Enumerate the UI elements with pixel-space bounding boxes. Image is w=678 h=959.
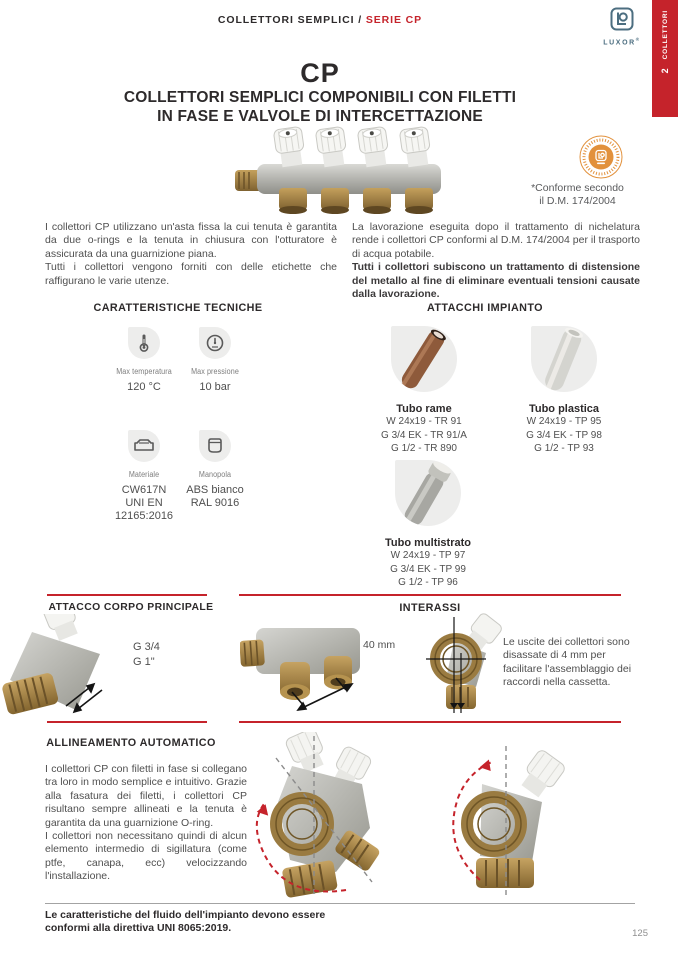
logo-wordmark: LUXOR® bbox=[603, 37, 641, 47]
tube-card-plastica: Tubo plastica W 24x19 - TP 95 G 3/4 EK - TP 98 G 1/2 - TP 93 bbox=[494, 326, 634, 456]
multilayer-tube-image bbox=[395, 460, 461, 526]
thermometer-icon bbox=[128, 327, 160, 359]
heading-allineamento: ALLINEAMENTO AUTOMATICO bbox=[46, 737, 216, 749]
breadcrumb bbox=[0, 14, 640, 26]
conformity-stamp-icon bbox=[579, 135, 623, 184]
spec-manopola: Manopola ABS bianco RAL 9016 bbox=[175, 430, 255, 510]
valve-knobs bbox=[273, 126, 432, 168]
heading-interassi: INTERASSI bbox=[399, 602, 461, 614]
breadcrumb-series: SERIE CP bbox=[365, 14, 423, 26]
material-ingot-icon bbox=[128, 430, 160, 462]
breadcrumb-section: COLLETTORI SEMPLICI / bbox=[217, 14, 366, 26]
manifold-product-photo bbox=[233, 126, 448, 223]
heading-attacchi-impianto: ATTACCHI IMPIANTO bbox=[427, 302, 543, 314]
divider-rule bbox=[239, 594, 621, 596]
copper-tube-image bbox=[391, 326, 457, 392]
footer-note: Le caratteristiche del fluido dell'impianto devono essere conformi alla direttiva UNI 8065:2019. bbox=[45, 909, 326, 934]
outlet-spacing-photo bbox=[240, 614, 362, 725]
intro-text-right: La lavorazione eseguita dopo il trattamento di nichelatura rende i collettori CP conformi al D.M. 174/2004 per il trasporto di acqua potabile. Tutti i collettori subiscono un trattamento di distensione del metallo al fine di eliminare eventuali tensioni causate dalla lavorazione. bbox=[352, 221, 640, 301]
interassi-description: Le uscite dei collettori sono disassate di 4 mm per facilitare l'assemblaggio dei raccordi nella cassetta. bbox=[503, 636, 632, 689]
chapter-number: 2 bbox=[660, 68, 670, 74]
page-subtitle: COLLETTORI SEMPLICI COMPONIBILI CON FILETTI IN FASE E VALVOLE DI INTERCETTAZIONE bbox=[123, 89, 517, 125]
luxor-logo bbox=[599, 7, 645, 46]
footer-rule bbox=[45, 903, 635, 904]
chapter-label: COLLETTORI bbox=[661, 10, 669, 60]
page-number: 125 bbox=[632, 928, 648, 939]
chapter-tab bbox=[652, 0, 678, 117]
alignment-rotation-photo-after bbox=[436, 744, 574, 903]
knob-icon bbox=[199, 430, 231, 462]
alignment-rotation-photo-before bbox=[250, 732, 392, 907]
luxor-monogram-icon bbox=[610, 7, 634, 31]
main-body-sizes: G 3/4 G 1" bbox=[133, 641, 160, 668]
pressure-gauge-icon bbox=[199, 327, 231, 359]
main-body-connection-photo bbox=[2, 614, 130, 725]
divider-rule bbox=[47, 594, 207, 596]
plastic-tube-image bbox=[531, 326, 597, 392]
spec-max-pressione: Max pressione 10 bar bbox=[175, 327, 255, 394]
spec-max-temperatura: Max temperatura 120 °C bbox=[104, 327, 184, 394]
spec-materiale: Materiale CW617N UNI EN 12165:2016 bbox=[104, 430, 184, 523]
offset-valve-photo bbox=[424, 613, 502, 722]
intro-text-left: I collettori CP utilizzano un'asta fissa la cui tenuta è garantita da due o-rings e la tenuta in chiusura con l'otturatore è assicurata da una guarnizione piana. Tutti i collettori vengono forniti con delle etichette che raffigurano le varie utenze. bbox=[45, 221, 337, 287]
spacing-dimension: 40 mm bbox=[363, 639, 396, 651]
heading-caratteristiche-tecniche: CARATTERISTICHE TECNICHE bbox=[93, 302, 263, 314]
page-title: CP bbox=[300, 58, 340, 88]
conformity-note: *Conforme secondo il D.M. 174/2004 bbox=[531, 182, 624, 207]
tube-card-rame: Tubo rame W 24x19 - TR 91 G 3/4 EK - TR 91/A G 1/2 - TR 890 bbox=[354, 326, 494, 456]
allineamento-text: I collettori CP con filetti in fase si collegano tra loro in modo semplice e intuitivo. Grazie alla fasatura dei filetti, i collettori CP risultano sempre allineati e la tenuta è garantita da una guarnizione O-ring. I collettori non necessitano quindi di alcun elemento intermedio di sigillatura (come ptfe, canapa, ecc) velocizzando l'installazione. bbox=[45, 763, 247, 883]
heading-attacco-corpo: ATTACCO CORPO PRINCIPALE bbox=[48, 602, 214, 613]
tube-card-multistrato: Tubo multistrato W 24x19 - TP 97 G 3/4 EK - TP 99 G 1/2 - TP 96 bbox=[358, 460, 498, 590]
